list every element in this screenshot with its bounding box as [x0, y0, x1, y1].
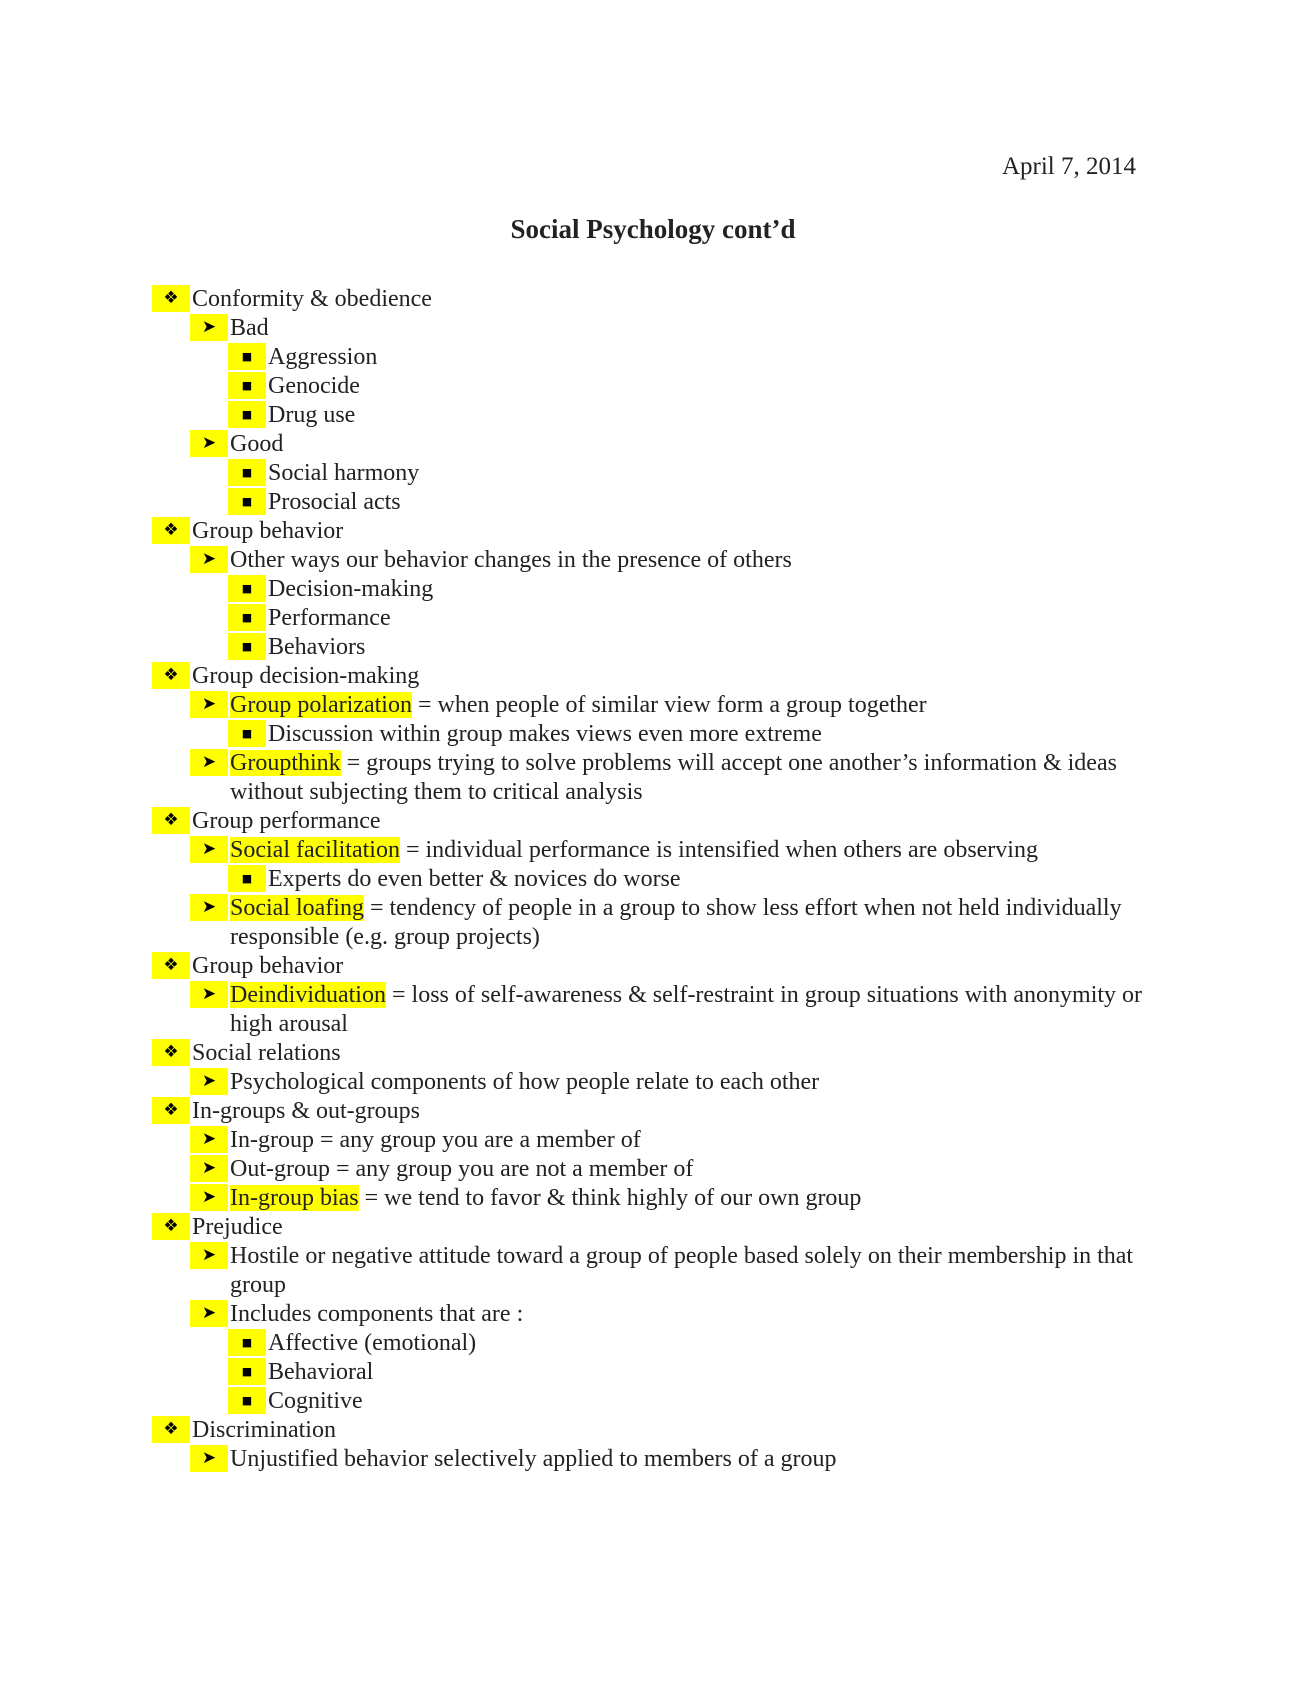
- outline-item-text: Other ways our behavior changes in the presence of others: [230, 547, 792, 573]
- outline-item-level2: [0, 749, 1160, 807]
- arrowhead-bullet-icon: ➤: [190, 1242, 228, 1269]
- outline-item-text: Behaviors: [268, 634, 366, 660]
- outline-item-level2: [0, 546, 1306, 575]
- outline-item-text: Group behavior: [192, 953, 344, 979]
- square-bullet-icon: ■: [228, 575, 266, 602]
- outline-item-text: Group behavior: [192, 518, 344, 544]
- outline-item-text: In-groups & out-groups: [192, 1098, 420, 1124]
- outline-item-text: = we tend to favor & think highly of our own group: [358, 1185, 862, 1211]
- four-diamond-bullet-icon: ❖: [152, 952, 190, 979]
- arrowhead-bullet-icon: ➤: [190, 1184, 228, 1211]
- outline-item-level1: [0, 1416, 1306, 1445]
- outline-item-level2: [0, 1242, 1160, 1300]
- outline-item-level3: [0, 459, 1306, 488]
- outline-item-level2: [0, 1184, 1306, 1213]
- outline-item-text: Social harmony: [268, 460, 420, 486]
- outline-item-text: = tendency of people in a group to show less effort when not held individually responsible (e.g. group projects): [230, 895, 1122, 950]
- square-bullet-icon: ■: [228, 1329, 266, 1356]
- highlighted-term: Group polarization: [230, 692, 412, 718]
- highlighted-term: Social facilitation: [230, 837, 400, 863]
- four-diamond-bullet-icon: ❖: [152, 1039, 190, 1066]
- outline-item-level2: [0, 836, 1160, 865]
- outline-item-level3: [0, 604, 1306, 633]
- outline-item-level1: [0, 1097, 1306, 1126]
- outline-item-text: Cognitive: [268, 1388, 363, 1414]
- outline-item-text: Social relations: [192, 1040, 341, 1066]
- outline-item-text: Discrimination: [192, 1417, 336, 1443]
- outline-item-level2: [0, 894, 1160, 952]
- outline-item-level3: [0, 633, 1306, 662]
- four-diamond-bullet-icon: ❖: [152, 1416, 190, 1443]
- arrowhead-bullet-icon: ➤: [190, 981, 228, 1008]
- outline-item-level1: [0, 1039, 1306, 1068]
- square-bullet-icon: ■: [228, 633, 266, 660]
- outline-item-text: = groups trying to solve problems will accept one another’s information & ideas without subjecting them to critical analysis: [230, 750, 1117, 805]
- outline-item-text: Prosocial acts: [268, 489, 401, 515]
- outline-item-text: In-group = any group you are a member of: [230, 1127, 641, 1153]
- document-title: Social Psychology cont’d: [510, 214, 796, 244]
- outline-item-level3: [0, 1358, 1306, 1387]
- outline-item-text: Bad: [230, 315, 269, 341]
- highlighted-term: Groupthink: [230, 750, 341, 776]
- highlighted-term: Deindividuation: [230, 982, 386, 1008]
- arrowhead-bullet-icon: ➤: [190, 836, 228, 863]
- outline-item-level2: [0, 314, 1306, 343]
- outline-item-text: Psychological components of how people relate to each other: [230, 1069, 820, 1095]
- arrowhead-bullet-icon: ➤: [190, 1068, 228, 1095]
- highlighted-term: Social loafing: [230, 895, 364, 921]
- outline-item-text: Experts do even better & novices do worse: [268, 866, 681, 892]
- arrowhead-bullet-icon: ➤: [190, 546, 228, 573]
- four-diamond-bullet-icon: ❖: [152, 1097, 190, 1124]
- outline-item-level1: [0, 517, 1306, 546]
- outline-item-level1: [0, 662, 1306, 691]
- outline-item-text: Decision-making: [268, 576, 434, 602]
- arrowhead-bullet-icon: ➤: [190, 691, 228, 718]
- four-diamond-bullet-icon: ❖: [152, 662, 190, 689]
- outline-item-level3: [0, 575, 1306, 604]
- outline-item-level3: [0, 1387, 1306, 1416]
- outline-item-text: Affective (emotional): [268, 1330, 477, 1356]
- outline-item-level3: [0, 488, 1306, 517]
- outline-item-text: Out-group = any group you are not a member of: [230, 1156, 694, 1182]
- square-bullet-icon: ■: [228, 1387, 266, 1414]
- outline-item-text: = when people of similar view form a group together: [411, 692, 927, 718]
- outline-item-text: Performance: [268, 605, 391, 631]
- outline-item-level1: [0, 952, 1306, 981]
- outline-item-text: Hostile or negative attitude toward a group of people based solely on their membership in that group: [230, 1243, 1134, 1298]
- outline-item-level3: [0, 865, 1306, 894]
- outline-item-text: Discussion within group makes views even more extreme: [268, 721, 822, 747]
- four-diamond-bullet-icon: ❖: [152, 1213, 190, 1240]
- outline-item-level2: [0, 1068, 1306, 1097]
- four-diamond-bullet-icon: ❖: [152, 285, 190, 312]
- square-bullet-icon: ■: [228, 401, 266, 428]
- outline-item-text: Genocide: [268, 373, 360, 399]
- outline-item-level3: [0, 401, 1306, 430]
- outline-item-level3: [0, 343, 1306, 372]
- square-bullet-icon: ■: [228, 604, 266, 631]
- outline-list: [0, 285, 1306, 1474]
- outline-item-text: Behavioral: [268, 1359, 374, 1385]
- outline-item-level2: [0, 1126, 1306, 1155]
- outline-item-level2: [0, 981, 1160, 1039]
- square-bullet-icon: ■: [228, 488, 266, 515]
- square-bullet-icon: ■: [228, 1358, 266, 1385]
- arrowhead-bullet-icon: ➤: [190, 314, 228, 341]
- outline-item-level2: [0, 691, 1306, 720]
- arrowhead-bullet-icon: ➤: [190, 749, 228, 776]
- square-bullet-icon: ■: [228, 865, 266, 892]
- arrowhead-bullet-icon: ➤: [190, 430, 228, 457]
- outline-item-text: Good: [230, 431, 284, 457]
- outline-item-level2: [0, 1155, 1306, 1184]
- document-date: April 7, 2014: [1001, 153, 1136, 180]
- arrowhead-bullet-icon: ➤: [190, 1155, 228, 1182]
- outline-item-level2: [0, 1445, 1306, 1474]
- square-bullet-icon: ■: [228, 372, 266, 399]
- square-bullet-icon: ■: [228, 720, 266, 747]
- square-bullet-icon: ■: [228, 459, 266, 486]
- arrowhead-bullet-icon: ➤: [190, 1126, 228, 1153]
- highlighted-term: In-group bias: [230, 1185, 359, 1211]
- outline-item-level1: [0, 285, 1306, 314]
- outline-item-text: = individual performance is intensified when others are observing: [399, 837, 1038, 863]
- arrowhead-bullet-icon: ➤: [190, 894, 228, 921]
- outline-item-text: Drug use: [268, 402, 356, 428]
- outline-item-text: Unjustified behavior selectively applied to members of a group: [230, 1446, 837, 1472]
- outline-item-text: Includes components that are :: [230, 1301, 524, 1327]
- outline-item-level3: [0, 720, 1306, 749]
- four-diamond-bullet-icon: ❖: [152, 807, 190, 834]
- arrowhead-bullet-icon: ➤: [190, 1300, 228, 1327]
- outline-item-level2: [0, 430, 1306, 459]
- outline-item-text: Group performance: [192, 808, 381, 834]
- outline-item-text: Conformity & obedience: [192, 286, 432, 312]
- outline-item-level3: [0, 372, 1306, 401]
- outline-item-text: = loss of self-awareness & self-restraint in group situations with anonymity or high arousal: [230, 982, 1143, 1037]
- outline-item-text: Prejudice: [192, 1214, 283, 1240]
- outline-item-text: Aggression: [268, 344, 378, 370]
- square-bullet-icon: ■: [228, 343, 266, 370]
- outline-item-level1: [0, 807, 1306, 836]
- outline-item-text: Group decision-making: [192, 663, 420, 689]
- four-diamond-bullet-icon: ❖: [152, 517, 190, 544]
- outline-item-level3: [0, 1329, 1306, 1358]
- outline-item-level2: [0, 1300, 1306, 1329]
- arrowhead-bullet-icon: ➤: [190, 1445, 228, 1472]
- outline-item-level1: [0, 1213, 1306, 1242]
